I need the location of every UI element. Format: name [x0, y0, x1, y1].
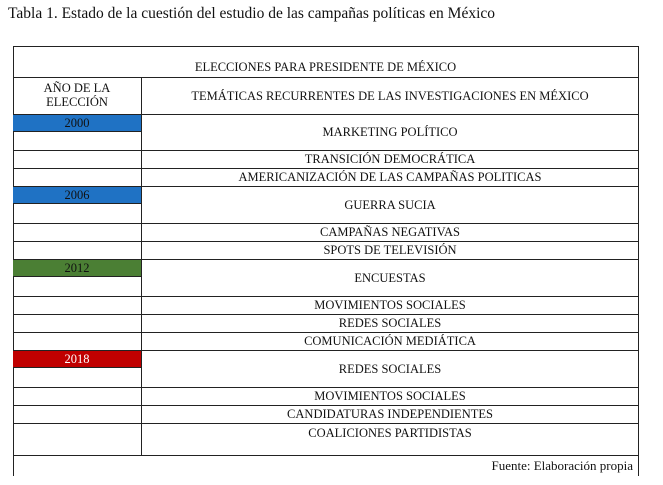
topic-cell: MOVIMIENTOS SOCIALES [314, 298, 466, 312]
topic-cell: REDES SOCIALES [338, 316, 442, 330]
topic-cell: ENCUESTAS [354, 270, 426, 285]
table-source-note: Fuente: Elaboración propia [491, 458, 633, 473]
topic-cell: MARKETING POLÍTICO [322, 125, 458, 139]
table-row [13, 151, 638, 169]
year-cell [13, 242, 142, 259]
table-row [13, 315, 638, 333]
year-cell [13, 351, 142, 387]
table-title-row [13, 46, 638, 78]
topic-cell: COMUNICACIÓN MEDIÁTICA [304, 334, 476, 348]
year-cell [13, 333, 142, 350]
topic-cell: SPOTS DE TELEVISIÓN [323, 243, 457, 257]
column-header-row [13, 78, 638, 115]
table-row [13, 424, 638, 456]
table-row [13, 388, 638, 406]
year-cell [13, 315, 142, 332]
year-cell [13, 297, 142, 314]
year-cell [13, 388, 142, 405]
table-caption: Tabla 1. Estado de la cuestión del estudio de las campañas políticas en México [8, 5, 496, 22]
year-cell [13, 187, 142, 223]
topic-cell: COALICIONES PARTIDISTAS [308, 426, 472, 440]
year-cell [13, 424, 142, 455]
year-cell [13, 115, 142, 150]
table-row [13, 115, 638, 151]
table-row [13, 297, 638, 315]
topic-cell: TRANSICIÓN DEMOCRÁTICA [304, 152, 476, 166]
year-badge-2000: 2000 [13, 115, 141, 132]
year-badge-2012: 2012 [13, 260, 141, 277]
year-cell [13, 224, 142, 241]
topic-cell: CANDIDATURAS INDEPENDIENTES [287, 407, 493, 421]
topic-cell: CAMPAÑAS NEGATIVAS [320, 225, 460, 239]
year-badge-2006: 2006 [13, 187, 141, 204]
year-badge-2018: 2018 [13, 351, 141, 368]
year-cell [13, 406, 142, 423]
table-row [13, 260, 638, 297]
topics-column-header: TEMÁTICAS RECURRENTES DE LAS INVESTIGACIONES EN MÉXICO [191, 88, 589, 103]
year-cell [13, 169, 142, 186]
topic-cell: AMERICANIZACIÓN DE LAS CAMPAÑAS POLITICAS [238, 170, 542, 184]
year-column-header [13, 78, 142, 114]
table-row [13, 333, 638, 351]
table-title: ELECCIONES PARA PRESIDENTE DE MÉXICO [194, 60, 457, 74]
table-row [13, 187, 638, 224]
year-cell [13, 260, 142, 296]
topic-cell: REDES SOCIALES [338, 361, 442, 376]
table-row [13, 406, 638, 424]
topic-cell: GUERRA SUCIA [344, 197, 436, 212]
table-row [13, 242, 638, 260]
table-row [13, 224, 638, 242]
table-row [13, 351, 638, 388]
year-cell [13, 151, 142, 168]
topic-cell: MOVIMIENTOS SOCIALES [314, 389, 466, 403]
year-column-header-label: AÑO DE LA ELECCIÓN [43, 81, 111, 109]
table-row [13, 169, 638, 187]
